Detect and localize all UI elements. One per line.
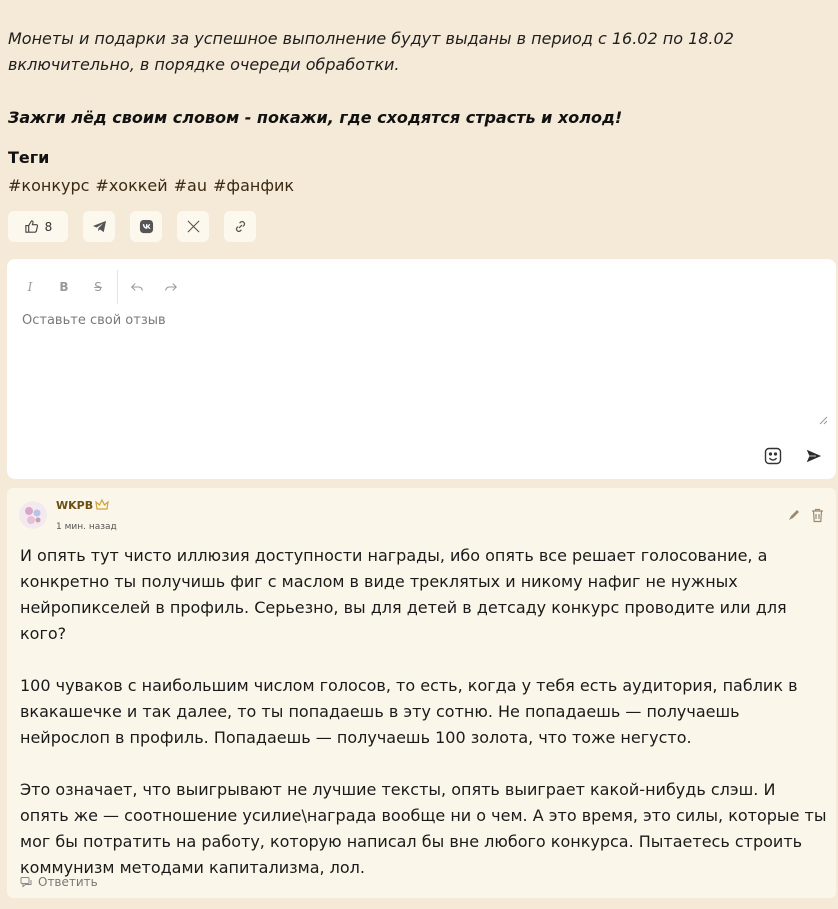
editor-toolbar — [7, 267, 188, 307]
trash-icon[interactable] — [811, 508, 824, 523]
tag-link[interactable]: #конкурс — [8, 176, 90, 195]
tag-link[interactable]: #фанфик — [213, 176, 295, 195]
copy-link-button[interactable] — [224, 211, 256, 242]
like-button[interactable] — [8, 211, 68, 242]
avatar[interactable] — [19, 501, 47, 529]
share-telegram-button[interactable] — [83, 211, 115, 242]
tag-link[interactable]: #au — [173, 176, 207, 195]
telegram-icon — [92, 219, 107, 234]
strikethrough-button[interactable]: S — [94, 280, 102, 294]
comment-paragraph: Это означает, что выигрывают не лучшие тексты, опять выиграет какой-нибудь слэш. И опять же — соотношение усилие\награда вообще ни о чем. А это время, это силы, которые ты мог бы потратить на работу, которую написал бы вне любого конкурса. Пытаетесь строить коммунизм методами капитализма, лол. — [20, 780, 827, 877]
like-count: 8 — [44, 219, 53, 234]
edit-icon[interactable] — [787, 508, 801, 522]
undo-button[interactable] — [120, 270, 154, 304]
comment-card — [7, 488, 836, 898]
emoji-icon[interactable] — [763, 446, 783, 466]
crown-icon — [95, 498, 109, 512]
bold-button[interactable]: B — [59, 280, 69, 294]
tags-list — [8, 176, 294, 195]
resize-handle-icon[interactable] — [818, 415, 828, 425]
tags-heading: Теги — [8, 148, 50, 167]
thumbs-up-icon — [24, 219, 39, 234]
tag-link[interactable]: #хоккей — [95, 176, 168, 195]
comment-timestamp: 1 мин. назад — [56, 522, 117, 532]
redo-button[interactable] — [154, 270, 188, 304]
reply-icon — [20, 876, 33, 889]
comment-author[interactable]: WKPB — [56, 499, 94, 512]
comment-editor — [7, 259, 836, 479]
share-vk-button[interactable] — [130, 211, 162, 242]
x-icon — [186, 219, 201, 234]
review-input[interactable] — [20, 311, 829, 435]
share-x-button[interactable] — [177, 211, 209, 242]
italic-button[interactable]: I — [27, 280, 33, 294]
send-icon[interactable] — [804, 446, 824, 466]
redo-icon — [164, 280, 178, 294]
contest-slogan: Зажги лёд своим словом - покажи, где сходятся страсть и холод! — [8, 108, 623, 127]
comment-paragraph: 100 чуваков с наибольшим числом голосов, то есть, когда у тебя есть аудитория, паблик в вкакашечке и так далее, то ты попадаешь в эту сотню. Не попадаешь — получаешь нейрослоп в профиль. Попадаешь — получаешь 100 золота, что тоже негусто. — [20, 676, 798, 747]
reply-button[interactable] — [20, 875, 98, 889]
link-icon — [233, 219, 248, 234]
prize-notice: Монеты и подарки за успешное выполнение будут выданы в период с 16.02 по 18.02 включительно, в порядке очереди обработки. — [8, 29, 734, 74]
toolbar-divider — [117, 270, 118, 304]
reply-label: Ответить — [38, 875, 98, 889]
undo-icon — [130, 280, 144, 294]
vk-icon — [139, 219, 154, 234]
comment-text — [20, 543, 828, 907]
comment-paragraph: И опять тут чисто иллюзия доступности награды, ибо опять все решает голосование, а конкретно ты получишь фиг с маслом в виде треклятых и никому нафиг не нужных нейропикселей в профиль. Серьезно, вы для детей в детсаду конкурс проводите или для кого? — [20, 546, 787, 643]
share-bar — [8, 211, 256, 242]
